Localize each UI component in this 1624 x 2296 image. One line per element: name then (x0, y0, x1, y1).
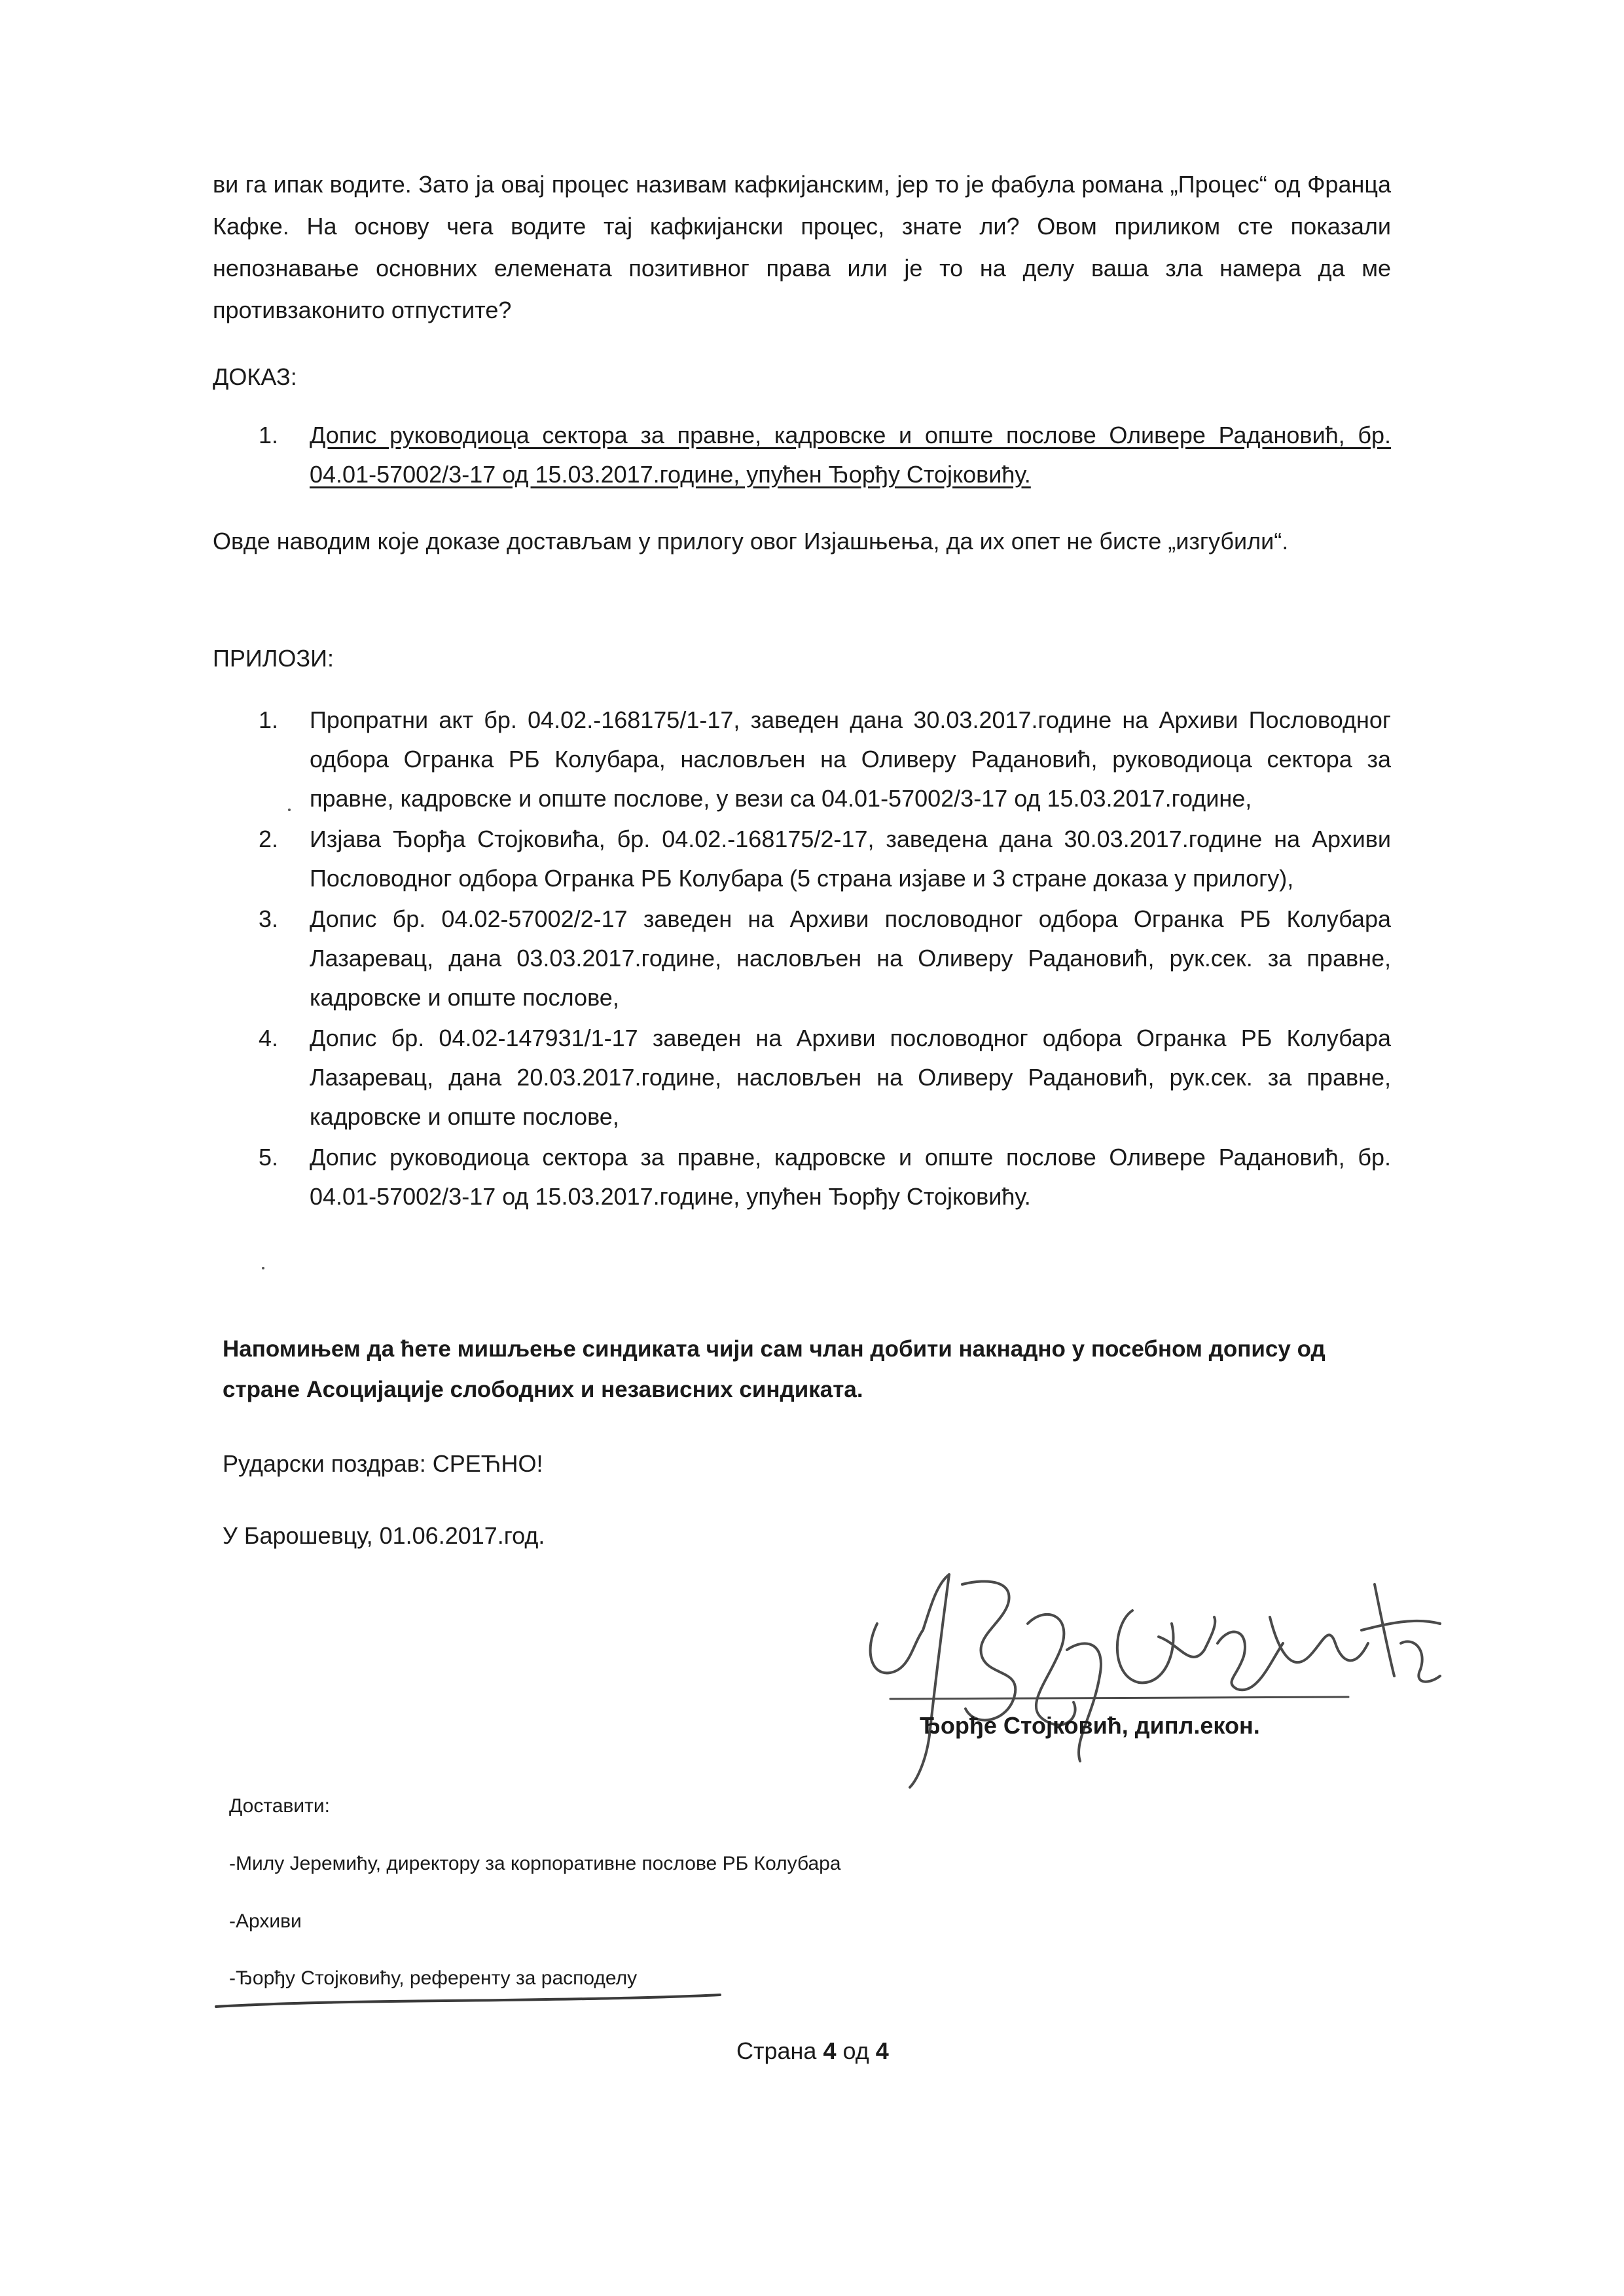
list-item-number: 2. (259, 826, 279, 852)
recipient-item: -Милу Јеремићу, директору за корпоративне послове РБ Колубара (229, 1853, 841, 1874)
recipient-item: -Архиви (229, 1910, 302, 1932)
handwritten-underline (209, 1987, 733, 2013)
total-pages-number: 4 (875, 2037, 889, 2064)
page-footer (736, 2037, 889, 2065)
footer-prefix: Страна (736, 2037, 823, 2064)
list-item-text: Пропратни акт бр. 04.02.-168175/1-17, заведен дана 30.03.2017.године на Архиви Пословодног одбора Огранка РБ Колубара, насловљен на Оливеру Радановић, руководиоца сектора за правне, кадровске и опште послове, у вези са 04.01-57002/3-17 од 15.03.2017.године, (310, 706, 1391, 812)
list-item-number: 3. (259, 905, 279, 932)
list-item-number: 1. (259, 706, 279, 733)
attachments-list (259, 701, 1391, 1218)
list-item-text: Изјава Ђорђа Стојковића, бр. 04.02.-168175/2-17, заведена дана 30.03.2017.године на Архиви Пословодног одбора Огранка РБ Колубара (5 страна изјаве и 3 стране доказа у прилогу), (310, 826, 1391, 892)
greeting: Рударски поздрав: СРЕЋНО! (223, 1450, 543, 1477)
current-page-number: 4 (823, 2037, 837, 2064)
list-item (259, 701, 1391, 818)
attachments-heading: ПРИЛОЗИ: (213, 645, 334, 672)
deliver-heading: Доставити: (229, 1795, 330, 1817)
list-item-number: 5. (259, 1144, 279, 1171)
evidence-paragraph: Овде наводим које доказе достављам у прилогу овог Изјашњења, да их опет не бисте „изгубили“. (213, 528, 1289, 555)
place-date: У Барошевцу, 01.06.2017.год. (223, 1522, 545, 1549)
list-item-number: 1. (259, 422, 279, 448)
list-item (259, 820, 1391, 898)
list-item-text: Допис руководиоца сектора за правне, кадровске и опште послове Оливере Радановић, бр. 04.01-57002/3-17 од 15.03.2017.године, упућен Ђорђу Стојковићу. (310, 422, 1391, 488)
proof-list (259, 416, 1391, 496)
recipient-item: -Ђорђу Стојковићу, референту за расподелу (229, 1967, 638, 1989)
list-item-text: Допис руководиоца сектора за правне, кадровске и опште послове Оливере Радановић, бр. 04.01-57002/3-17 од 15.03.2017.године, упућен Ђорђу Стојковићу. (310, 1144, 1391, 1210)
syndicate-note: Напомињем да ћете мишљење синдиката чији сам члан добити накнадно у посебном допису од стране Асоцијације слободних и независних синдиката. (223, 1336, 1326, 1402)
signatory-name: Ђорђе Стојковић, дипл.екон. (920, 1712, 1260, 1739)
list-item (259, 416, 1391, 494)
footer-middle: од (836, 2037, 876, 2064)
list-item-text: Допис бр. 04.02-147931/1-17 заведен на Архиви пословодног одбора Огранка РБ Колубара Лазаревац, дана 20.03.2017.године, насловљен на Оливеру Радановић, рук.сек. за правне, кадровске и опште послове, (310, 1025, 1391, 1130)
scan-speck (288, 809, 291, 811)
intro-paragraph: ви га ипак водите. Зато ја овај процес називам кафкијанским, јер то је фабула романа „Процес“ од Франца Кафке. На основу чега водите тај кафкијански процес, знате ли? Овом приликом сте показали непознавање основних елемената позитивног права или је то на делу ваша зла намера да ме противзаконито отпустите? (213, 171, 1391, 323)
list-item (259, 1019, 1391, 1137)
list-item-number: 4. (259, 1025, 279, 1051)
handwritten-signature (851, 1545, 1473, 1794)
list-item-text: Допис бр. 04.02-57002/2-17 заведен на Архиви пословодног одбора Огранка РБ Колубара Лазаревац, дана 03.03.2017.године, насловљен на Оливеру Радановић, рук.сек. за правне, кадровске и опште послове, (310, 905, 1391, 1011)
scan-speck (262, 1267, 264, 1269)
proof-heading: ДОКАЗ: (213, 363, 297, 390)
list-item (259, 1138, 1391, 1216)
list-item (259, 900, 1391, 1017)
